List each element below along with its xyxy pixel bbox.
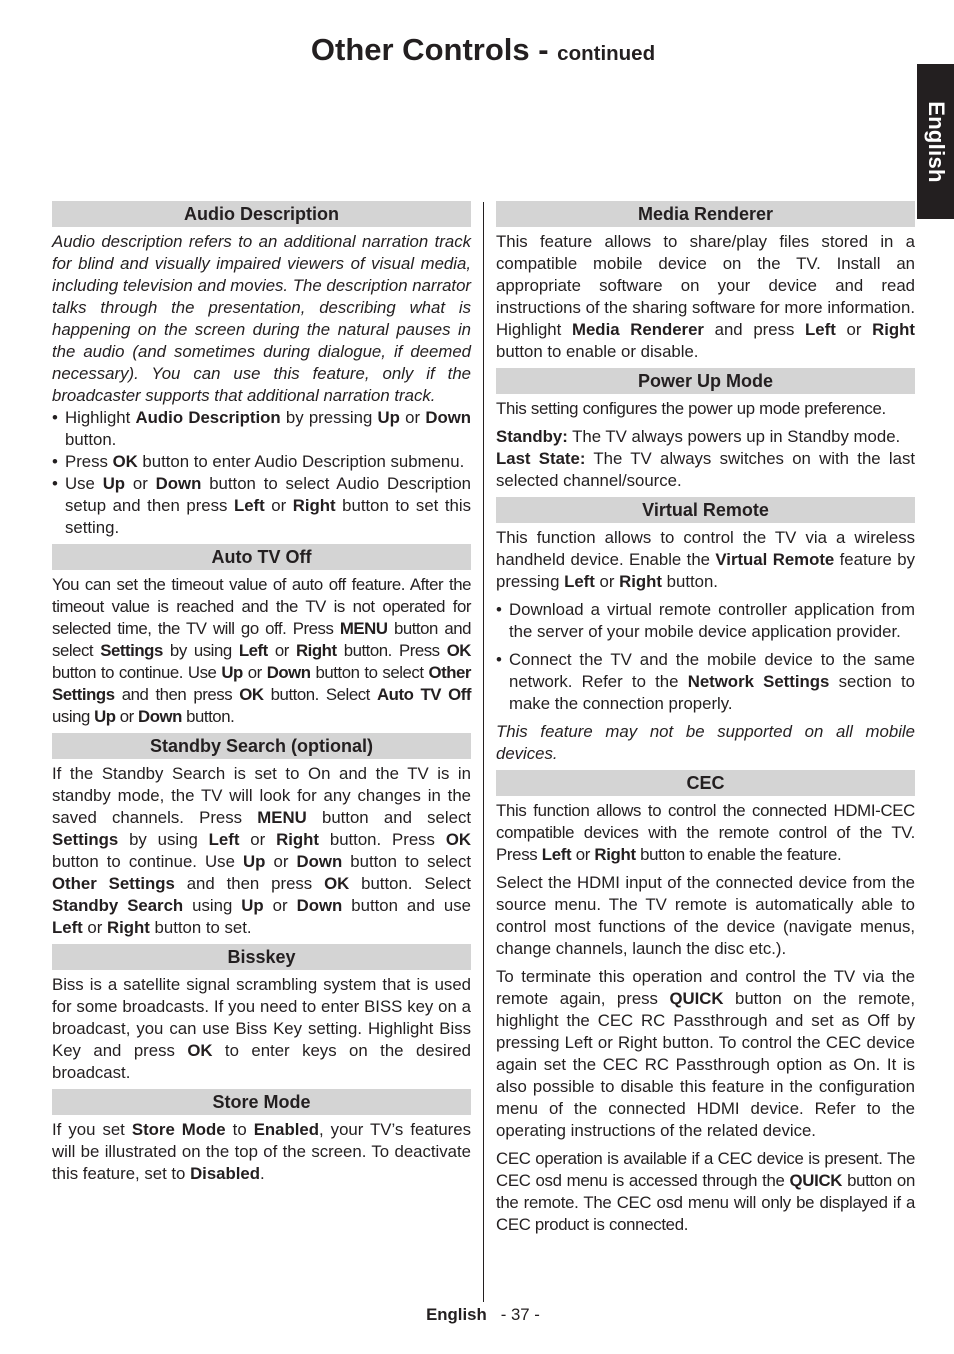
section-body: This setting configures the power up mode preference. <box>496 399 886 418</box>
left-column <box>52 201 471 1190</box>
section-heading: Power Up Mode <box>496 368 915 394</box>
cec-section <box>496 770 915 1236</box>
bold-term: Right <box>594 845 636 864</box>
bold-term: Left <box>564 572 595 591</box>
bold-term: Up <box>377 408 400 427</box>
section-heading: Auto TV Off <box>52 544 471 570</box>
page-number: - 37 - <box>500 1305 540 1324</box>
section-heading: CEC <box>496 770 915 796</box>
bold-term: Virtual Remote <box>715 550 835 569</box>
standby-search-section <box>52 733 471 939</box>
bullet-item: • Press OK button to enter Audio Description submenu. <box>52 451 471 473</box>
bold-term: OK <box>239 685 264 704</box>
section-body: This function allows to control the TV via a wireless handheld device. Enable the Virtual Remote feature by pressing Left or Right button. <box>496 528 916 591</box>
bold-term: Left <box>233 496 265 515</box>
bold-term: Settings <box>52 830 119 849</box>
bisskey-section <box>52 944 471 1084</box>
bold-term: Audio Description <box>135 408 281 427</box>
bold-term: Left <box>541 845 572 864</box>
bold-term: Up <box>243 852 266 871</box>
bold-term: Network Settings <box>687 672 830 691</box>
power-up-option-last-state: Last State: The TV always switches on with the last selected channel/source. <box>496 449 915 490</box>
bold-term: Last State: <box>496 449 586 468</box>
bold-term: Standby Search <box>52 896 184 915</box>
bold-term: Down <box>138 707 182 726</box>
virtual-remote-steps <box>496 599 915 715</box>
bold-term: Left <box>52 918 83 937</box>
bullet-item: • Connect the TV and the mobile device to the same network. Refer to the Network Settings section to make the connection properly. <box>496 649 915 715</box>
footer-language: English <box>426 1305 487 1324</box>
bold-term: Up <box>102 474 126 493</box>
section-heading: Store Mode <box>52 1089 471 1115</box>
cec-paragraph: CEC operation is available if a CEC device is present. The CEC osd menu is accessed through the QUICK button on the remote. The CEC osd menu will only be displayed if a CEC product is connected. <box>496 1149 915 1234</box>
bold-term: MENU <box>339 619 388 638</box>
bold-term: OK <box>112 452 138 471</box>
bold-term: Left <box>238 641 268 660</box>
store-mode-section <box>52 1089 471 1185</box>
power-up-option-standby: Standby: The TV always powers up in Standby mode. <box>496 427 901 446</box>
section-heading: Virtual Remote <box>496 497 915 523</box>
bold-term: Right <box>619 572 662 591</box>
bold-term: Left <box>805 320 836 339</box>
bold-term: Right <box>276 830 319 849</box>
page-title <box>0 30 954 74</box>
bold-term: QUICK <box>789 1171 843 1190</box>
section-body: If the Standby Search is set to On and the TV is in standby mode, the TV will look for any changes in the saved channels. Press MENU button and select Settings by using Left or Right button. Press OK button to continue. Use Up or Down button to select Other Settings and then press OK button. Select Standby Search using Up or Down button and use Left or Right button to set. <box>52 764 471 937</box>
bold-term: Up <box>241 896 264 915</box>
bold-term: Media Renderer <box>572 320 704 339</box>
cec-paragraph: To terminate this operation and control the TV via the remote again, press QUICK button on the remote, highlight the CEC RC Passthrough and set as Off by pressing Left or Right button. To control the CEC device again set the CEC RC Passthrough option as On. It is also possible to disable this feature in the configuration menu of the connected HDMI device. Refer to the operating instructions of the related device. <box>496 967 915 1140</box>
page-footer <box>0 1304 954 1326</box>
bold-term: Left <box>208 830 240 849</box>
media-renderer-section <box>496 201 915 363</box>
page-title-main: Other Controls - <box>310 32 558 67</box>
bullet-item: • Use Up or Down button to select Audio Description setup and then press Left or Right button to set this setting. <box>52 473 471 539</box>
power-up-mode-section <box>496 368 915 492</box>
bold-term: Up <box>221 663 243 682</box>
virtual-remote-section <box>496 497 915 765</box>
audio-description-intro: Audio description refers to an additional narration track for blind and visually impaired viewers of visual media, including television and movies. The description narrator talks through the presentation, describing what is happening on the screen during the natural pauses in the audio (and sometimes during dialogue, if deemed necessary). You can use this feature, only if the broadcaster supports that additional narration track. <box>52 232 471 405</box>
bold-term: Store Mode <box>131 1120 226 1139</box>
bold-term: Down <box>296 896 343 915</box>
bold-term: OK <box>187 1041 213 1060</box>
cec-paragraph: Select the HDMI input of the connected device from the source menu. The TV remote is automatically able to control most functions of the device (navigate menus, change channels, launch the disc etc.). <box>496 873 915 958</box>
bold-term: Other Settings <box>52 874 175 893</box>
bold-term: MENU <box>257 808 307 827</box>
cec-paragraph: This function allows to control the connected HDMI-CEC compatible devices with the remote control of the TV. Press Left or Right button to enable the feature. <box>496 801 915 864</box>
page-title-continued: continued <box>557 42 656 65</box>
bold-term: Right <box>295 641 337 660</box>
language-tab <box>917 64 954 219</box>
bold-term: Enabled <box>253 1120 319 1139</box>
bold-term: OK <box>446 641 471 660</box>
bold-term: QUICK <box>669 989 724 1008</box>
section-body: This feature allows to share/play files stored in a compatible mobile device on the TV. Install an appropriate software on your device and read instructions of the sharing software for more information. Highlight Media Renderer and press Left or Right button to enable or disable. <box>496 232 915 361</box>
language-tab-label: English <box>923 100 949 183</box>
bold-term: OK <box>445 830 471 849</box>
virtual-remote-note: This feature may not be supported on all mobile devices. <box>496 722 915 763</box>
audio-description-steps <box>52 407 471 539</box>
section-heading: Standby Search (optional) <box>52 733 471 759</box>
bold-term: OK <box>324 874 350 893</box>
column-divider <box>483 202 484 1302</box>
right-column <box>496 201 915 1241</box>
bold-term: Settings <box>100 641 163 660</box>
bold-term: Down <box>266 663 311 682</box>
bold-term: Down <box>296 852 343 871</box>
section-heading: Media Renderer <box>496 201 915 227</box>
bullet-item: • Highlight Audio Description by pressing Up or Down button. <box>52 407 471 451</box>
section-body: Biss is a satellite signal scrambling system that is used for some broadcasts. If you need to enter BISS key on a broadcast, you can use Biss Key setting. Highlight Biss Key and press OK to enter keys on the desired broadcast. <box>52 975 471 1082</box>
bold-term: Right <box>107 918 150 937</box>
auto-tv-off-section <box>52 544 471 728</box>
section-body: You can set the timeout value of auto off feature. After the timeout value is reached and the TV is not operated for selected time, the TV will go off. Press MENU button and select Settings by using Left or Right button. Press OK button to continue. Use Up or Down button to select Other Settings and then press OK button. Select Auto TV Off using Up or Down button. <box>52 575 472 726</box>
section-heading: Bisskey <box>52 944 471 970</box>
bold-term: Up <box>94 707 116 726</box>
bold-term: Standby: <box>496 427 568 446</box>
bold-term: Down <box>155 474 202 493</box>
bold-term: Disabled <box>190 1164 261 1183</box>
audio-description-section <box>52 201 471 539</box>
bold-term: Auto TV Off <box>376 685 472 704</box>
bold-term: Right <box>292 496 336 515</box>
section-body: If you set Store Mode to Enabled, your TV’s features will be illustrated on the top of the screen. To deactivate this feature, set to Disabled. <box>52 1120 471 1183</box>
bold-term: Down <box>425 408 472 427</box>
section-heading: Audio Description <box>52 201 471 227</box>
bold-term: Right <box>872 320 915 339</box>
bullet-item: • Download a virtual remote controller application from the server of your mobile device application provider. <box>496 599 915 643</box>
bold-term: Other Settings <box>52 663 472 704</box>
